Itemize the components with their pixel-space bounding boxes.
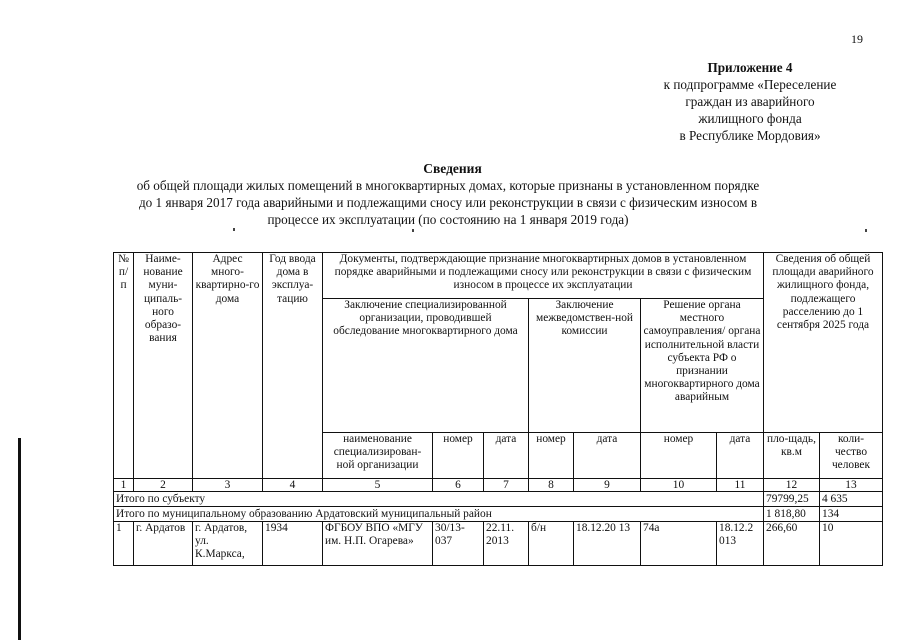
appendix-line: к подпрограмме «Переселение — [663, 77, 837, 92]
header-area-info: Сведения об общей площади аварийного жилищного фонда, подлежащего расселению до 1 сентября 2025 года — [764, 253, 883, 433]
header-dec-number: номер — [641, 433, 717, 479]
housing-table — [113, 252, 883, 566]
row-people: 10 — [820, 522, 883, 566]
header-spec-org: Заключение специализированной организации, проводившей обследование многоквартирного дома — [323, 299, 529, 433]
header-spec-number: номер — [433, 433, 484, 479]
header-year: Год ввода дома в эксплуа-тацию — [263, 253, 323, 479]
subtitle-line: об общей площади жилых помещений в многоквартирных домах, которые признаны в установленном порядке — [136, 178, 760, 193]
column-number: 7 — [484, 479, 529, 492]
total-municipal-area: 1 818,80 — [764, 507, 820, 522]
scan-speck — [233, 228, 235, 231]
column-number: 10 — [641, 479, 717, 492]
total-subject-row — [114, 492, 883, 507]
subtitle-line: до 1 января 2017 года аварийными и подлежащими сносу или реконструкции в связи с физическим износом в — [138, 195, 758, 210]
column-number: 11 — [717, 479, 764, 492]
page-number: 19 — [851, 32, 863, 46]
scan-speck — [412, 229, 414, 232]
total-subject-area: 79799,25 — [764, 492, 820, 507]
column-number: 12 — [764, 479, 820, 492]
column-number: 6 — [433, 479, 484, 492]
appendix-line: в Республике Мордовия» — [679, 128, 821, 143]
column-number: 13 — [820, 479, 883, 492]
header-spec-date: дата — [484, 433, 529, 479]
subtitle-line: процессе их эксплуатации (по состоянию на 1 января 2019 года) — [267, 212, 629, 227]
column-number: 4 — [263, 479, 323, 492]
row-dec-number: 74а — [641, 522, 717, 566]
row-spec-number: 30/13-037 — [433, 522, 484, 566]
column-number: 9 — [574, 479, 641, 492]
document-title: Сведения — [423, 161, 482, 176]
header-num: № п/п — [114, 253, 134, 479]
document-subtitle — [118, 177, 778, 228]
total-subject-label: Итого по субъекту — [114, 492, 764, 507]
row-spec-name: ФГБОУ ВПО «МГУ им. Н.П. Огарева» — [323, 522, 433, 566]
appendix-line: граждан из аварийного — [685, 94, 815, 109]
total-subject-people: 4 635 — [820, 492, 883, 507]
header-municipality: Наиме-нование муни-ципаль-ного образо-вания — [134, 253, 193, 479]
row-num: 1 — [114, 522, 134, 566]
row-dec-date: 18.12.2 013 — [717, 522, 764, 566]
header-spec-name: наименование специализирован-ной организации — [323, 433, 433, 479]
scan-edge-line — [18, 438, 21, 640]
column-numbers-row — [114, 479, 883, 492]
total-municipal-row — [114, 507, 883, 522]
row-spec-date: 22.11. 2013 — [484, 522, 529, 566]
column-number: 8 — [529, 479, 574, 492]
scan-speck — [865, 229, 867, 232]
column-number: 3 — [193, 479, 263, 492]
row-year: 1934 — [263, 522, 323, 566]
header-address: Адрес много-квартирно-го дома — [193, 253, 263, 479]
appendix-line: жилищного фонда — [698, 111, 802, 126]
header-documents: Документы, подтверждающие признание многоквартирных домов в установленном порядке аварийными и подлежащими сносу или реконструкции в связи с физическим износом в процессе их эксплуатации — [323, 253, 764, 299]
row-area: 266,60 — [764, 522, 820, 566]
column-number: 1 — [114, 479, 134, 492]
table-row — [114, 522, 883, 566]
appendix-heading: Приложение 4 — [707, 60, 793, 75]
header-comm-date: дата — [574, 433, 641, 479]
total-municipal-people: 134 — [820, 507, 883, 522]
appendix-block — [630, 59, 870, 144]
header-decision: Решение органа местного самоуправления/ органа исполнительной власти субъекта РФ о признании многоквартирного дома аварийным — [641, 299, 764, 433]
row-municipality: г. Ардатов — [134, 522, 193, 566]
column-number: 2 — [134, 479, 193, 492]
row-address: г. Ардатов, ул. К.Маркса, — [193, 522, 263, 566]
row-comm-date: 18.12.20 13 — [574, 522, 641, 566]
total-municipal-label: Итого по муниципальному образованию Ардатовский муниципальный район — [114, 507, 764, 522]
header-people: коли-чество человек — [820, 433, 883, 479]
column-number: 5 — [323, 479, 433, 492]
header-area-sqm: пло-щадь, кв.м — [764, 433, 820, 479]
header-comm-number: номер — [529, 433, 574, 479]
row-comm-number: б/н — [529, 522, 574, 566]
header-commission: Заключение межведомствен-ной комиссии — [529, 299, 641, 433]
header-dec-date: дата — [717, 433, 764, 479]
